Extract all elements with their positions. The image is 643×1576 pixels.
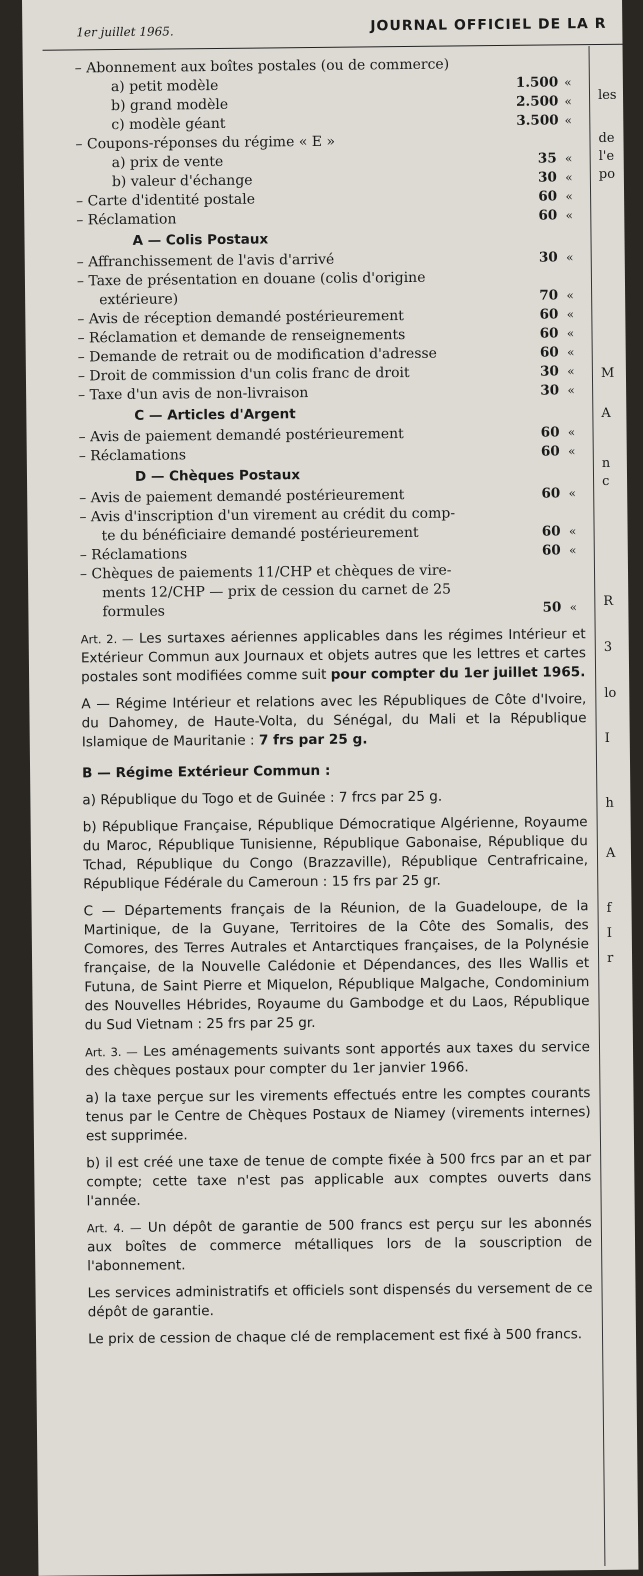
right-fragment: 3 [603,639,613,655]
ditto-mark: « [565,189,573,204]
tariff-label: ments 12/CHP — prix de cession du carnet de 25 [102,581,452,602]
header-title: JOURNAL OFFICIEL DE LA R [370,15,607,35]
ditto-mark: « [565,250,574,265]
tariff-list-general [75,54,582,230]
right-fragment: r [606,950,614,966]
right-fragment: f [606,900,612,916]
ditto-mark: « [564,113,573,128]
ditto-mark: « [564,94,572,109]
ditto-mark: « [568,444,576,459]
right-fragment: po [598,166,616,182]
tariff-label: – Coupons-réponses du régime « E » [75,133,336,153]
tariff-label: – Carte d'identité postale [76,191,256,210]
tariff-amount: 60 [541,542,561,559]
tariff-label: – Chèques de paiements 11/CHP et chèques de vire- [79,562,452,583]
tariff-amount: 30 [538,169,557,186]
ditto-mark: « [566,288,574,303]
right-fragment: lo [604,685,617,701]
tariff-label: – Avis de réception demandé postérieurement [77,308,404,328]
tariff-list-colis [77,248,584,405]
section-heading-cheques: D — Chèques Postaux [134,467,301,485]
article-3-b: b) il est créé une taxe de tenue de compte fixée à 500 frcs par an et par compte; cette taxe n'est pas applicable aux comptes ouverts dans l'année. [86,1150,592,1210]
tariff-label: – Abonnement aux boîtes postales (ou de commerce) [74,56,450,77]
ditto-mark: « [565,208,574,223]
regime-interieur [81,690,587,752]
ditto-mark: « [569,600,578,615]
ditto-mark: « [566,307,575,322]
article-3-lead: Art. 3. — [84,1044,138,1060]
ditto-mark: « [567,383,575,398]
tariff-amount: 30 [540,382,560,399]
tariff-label: – Droit de commission d'un colis franc de droit [77,364,410,385]
header-date: 1er juillet 1965. [76,24,174,40]
section-heading-argent: C — Articles d'Argent [134,406,296,424]
tariff-label: c) modèle géant [111,115,226,134]
tariff-amount: 35 [537,150,557,167]
ditto-mark: « [567,364,575,379]
tariff-row [79,442,584,466]
ditto-mark: « [566,326,575,341]
tariff-label: – Réclamations [79,546,188,564]
regime-b-a: a) République du Togo et de Guinée : 7 frcs par 25 g. [82,788,443,809]
article-3-text: Les aménagements suivants sont apportés aux taxes du service des chèques postaux pour compter du 1er janvier 1966. [85,1039,591,1080]
ditto-mark: « [564,75,572,90]
article-2 [81,625,587,687]
article-2-lead: Art. 2. — [80,631,134,647]
tariff-label: a) prix de vente [111,153,224,172]
journal-page [22,0,638,1576]
tariff-label: – Réclamations [78,447,187,465]
tariff-amount: 60 [540,424,560,441]
main-column [75,54,593,1349]
ditto-mark: « [567,425,576,440]
ditto-mark: « [569,543,577,558]
tariff-amount: 30 [540,363,560,380]
tariff-list-argent [78,423,583,466]
ditto-mark: « [568,524,577,539]
tariff-row [76,206,581,230]
tariff-amount: 60 [540,443,560,460]
ditto-mark: « [566,345,575,360]
article-3 [85,1038,590,1081]
tariff-amount: 50 [542,599,562,616]
regime-exterieur-heading: B — Régime Extérieur Commun : [82,762,331,782]
tariff-label: – Avis d'inscription d'un virement au crédit du comp- [79,505,456,526]
right-fragment: I [606,925,613,941]
ditto-mark: « [564,151,573,166]
right-fragment: I [604,730,610,746]
right-fragment: de [598,130,615,146]
page-header [50,12,622,48]
tariff-amount: 60 [538,188,558,205]
ditto-mark: « [565,170,573,185]
article-4-lead: Art. 4. — [86,1220,142,1236]
tariff-amount: 60 [541,485,561,502]
tariff-label: – Avis de paiement demandé postérieurement [78,426,404,446]
article-2-date: pour compter du 1er juillet 1965. [330,664,586,683]
tariff-amount: 60 [539,325,559,342]
tariff-label: – Demande de retrait ou de modification d'adresse [77,345,438,366]
tariff-amount: 1.500 [515,74,559,91]
article-4-text: Un dépôt de garantie de 500 francs est perçu sur les abonnés aux boîtes de commerce métalliques lors de la souscription de l'abonnement. [86,1215,593,1275]
tariff-label: te du bénéficiaire demandé postérieurement [101,524,419,545]
tariff-amount: 70 [539,287,559,304]
tariff-row [80,598,585,622]
article-2-text: Les surtaxes aériennes applicables dans les régimes Intérieur et Extérieur Commun aux Journaux et objets autres que les lettres et cartes postales sont modifiées comme suit [80,626,586,686]
tariff-amount: 60 [539,306,559,323]
tariff-row [78,381,583,405]
tariff-amount: 30 [538,249,558,266]
right-fragment: M [600,365,615,381]
regime-interieur-rate: 7 frs par 25 g. [258,731,368,749]
tariff-list-cheques [79,484,585,622]
tariff-amount: 60 [539,344,559,361]
tariff-label: a) petit modèle [110,77,219,96]
regime-b-b: b) République Française, République Démocratique Algérienne, Royaume du Maroc, République Tunisienne, République Gabonaise, République du Tchad, République du Congo (Brazzaville), République Centrafricaine, République Fédérale du Cameroun : 15 frs par 25 gr. [82,814,589,893]
tariff-amount: 60 [541,523,561,540]
tariff-label: – Avis de paiement demandé postérieurement [79,487,405,507]
article-4-p2: Les services administratifs et officiels sont dispensés du versement de ce dépôt de garantie. [87,1280,593,1321]
article-4-p3: Le prix de cession de chaque clé de remplacement est fixé à 500 francs. [87,1326,583,1348]
tariff-amount: 60 [538,207,558,224]
tariff-label: – Taxe d'un avis de non-livraison [78,385,309,404]
regime-b-c: C — Départements français de la Réunion, de la Guadeloupe, de la Martinique, de la Guyane, Territoires de la Côte des Somalis, des Comores, des Terres Autrales et Antarctiques françaises, de la Polynésie française, de la Nouvelle Calédonie et Dépendances, des Iles Wallis et Futuna, de Saint Pierre et Miquelon, République Malgache, Condominium des Nouvelles Hébrides, Royaume du Gambodge et du Laos, République du Sud Vietnam : 25 frs par 25 gr. [83,898,590,1034]
section-heading-colis: A — Colis Postaux [132,231,269,249]
tariff-amount: 3.500 [516,112,559,129]
right-fragment: A [601,405,611,421]
right-fragment: n [601,455,611,471]
tariff-label: – Réclamation et demande de renseignements [77,327,406,347]
ditto-mark: « [568,486,576,501]
tariff-label: b) grand modèle [111,96,229,115]
right-fragment: l'e [598,148,615,164]
tariff-label: formules [102,603,166,621]
tariff-label: b) valeur d'échange [111,172,253,191]
tariff-label: – Réclamation [76,211,177,229]
article-4 [87,1214,593,1276]
right-fragment: h [605,795,614,811]
right-fragment: les [597,87,617,103]
right-fragment: A [605,845,616,861]
right-fragment: c [601,473,610,489]
right-fragment: R [603,593,614,609]
tariff-label: – Affranchissement de l'avis d'arrivé [76,251,335,271]
tariff-label: – Taxe de présentation en douane (colis d'origine [76,269,426,290]
regime-interieur-text: A — Régime Intérieur et relations avec les Républiques de Côte d'Ivoire, du Dahomey, de Haute-Volta, du Sénégal, du Mali et la République Islamique de Mauritanie : [81,691,587,751]
tariff-amount: 2.500 [516,93,559,110]
article-3-a: a) la taxe perçue sur les virements effectués entre les comptes courants tenus par le Centre de Chèques Postaux de Niamey (virements internes) est supprimée. [85,1085,591,1145]
tariff-label: extérieure) [99,291,179,309]
